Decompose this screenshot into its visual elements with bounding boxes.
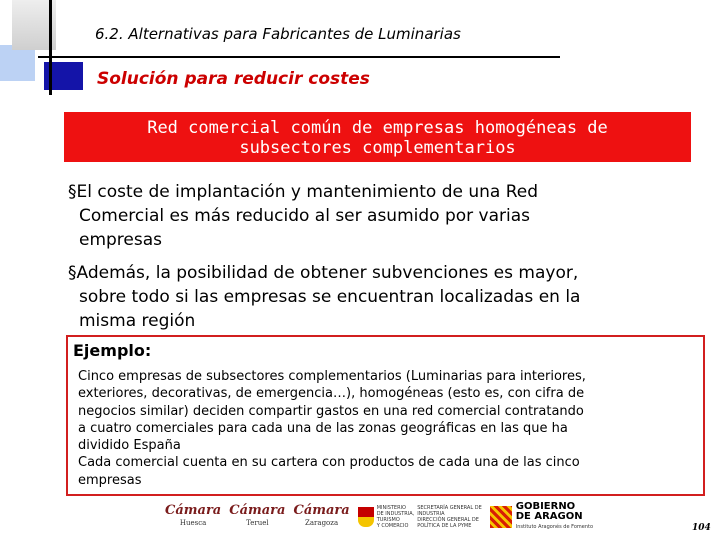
gobierno-line: DE ARAGON <box>515 511 583 522</box>
bullet-subsidies <box>68 261 580 333</box>
secretaria-line: DIRECCIÓN GENERAL DE <box>417 517 479 523</box>
camara-zaragoza-logo <box>293 505 349 529</box>
secretaria-line: SECRETARÍA GENERAL DE <box>417 505 482 511</box>
example-body <box>78 368 586 489</box>
camara-teruel-logo <box>229 505 285 529</box>
page-number: 104 <box>692 523 711 533</box>
gobierno-text <box>516 502 593 532</box>
secretaria-line: INDUSTRIA <box>417 511 445 517</box>
camara-logo-name: Cámara <box>293 503 350 518</box>
example-box <box>66 335 705 496</box>
ministry-line: Y COMERCIO <box>376 523 409 529</box>
camara-huesca-logo <box>165 505 221 529</box>
example-line: negocios similar) deciden compartir gastos en una red comercial contratando <box>78 403 584 419</box>
bullet-line: misma región <box>79 311 196 331</box>
ministry-line: MINISTERIO <box>376 505 406 511</box>
ministry-logo <box>358 505 482 529</box>
example-line: empresas <box>78 472 142 488</box>
gobierno-line: GOBIERNO <box>515 501 576 512</box>
secretaria-line: POLÍTICA DE LA PYME <box>417 523 472 529</box>
ministry-text <box>377 505 415 529</box>
ministry-line: DE INDUSTRIA, <box>376 511 415 517</box>
spain-shield-icon <box>358 507 374 527</box>
bullet-line: empresas <box>79 230 163 250</box>
header-vertical-rule <box>49 0 52 95</box>
bullet-line: sobre todo si las empresas se encuentran localizadas en la <box>79 287 581 307</box>
banner-line: subsectores complementarios <box>239 138 516 158</box>
ministry-line: TURISMO <box>376 517 400 523</box>
camara-logo-name: Cámara <box>229 503 286 518</box>
secretaria-text <box>417 505 482 529</box>
aragon-flag-icon <box>490 506 512 528</box>
camara-logo-city: Zaragoza <box>305 519 339 527</box>
bullet-line: §Además, la posibilidad de obtener subvenciones es mayor, <box>68 263 579 283</box>
corner-decoration-light-blue <box>0 45 35 81</box>
sponsor-logos <box>165 503 593 531</box>
example-heading: Ejemplo: <box>73 341 152 360</box>
slide-subtitle: Solución para reducir costes <box>97 69 370 89</box>
camara-logo-city: Huesca <box>179 519 207 527</box>
header-horizontal-rule <box>38 56 560 58</box>
example-line: dividido España <box>78 438 181 454</box>
gobierno-aragon-logo <box>490 502 593 532</box>
bullet-line: §El coste de implantación y mantenimiento de una Red <box>68 182 539 202</box>
example-line: a cuatro comerciales para cada una de las zonas geográficas en las que ha <box>78 420 568 436</box>
example-line: Cada comercial cuenta en su cartera con productos de cada una de las cinco <box>78 455 580 471</box>
gobierno-subtitle: Instituto Aragonés de Fomento <box>515 524 594 530</box>
slide-title: 6.2. Alternativas para Fabricantes de Luminarias <box>95 25 461 43</box>
banner-line: Red comercial común de empresas homogéneas de <box>147 118 608 138</box>
example-line: Cinco empresas de subsectores complementarios (Luminarias para interiores, <box>78 369 586 384</box>
bullet-line: Comercial es más reducido al ser asumido por varias <box>79 206 531 226</box>
camara-logo-name: Cámara <box>165 503 222 518</box>
example-line: exteriores, decorativas, de emergencia…), homogéneas (esto es, con cifra de <box>78 386 585 402</box>
bullet-cost <box>68 180 538 252</box>
highlight-banner <box>64 112 691 162</box>
camara-logo-city: Teruel <box>246 519 269 527</box>
